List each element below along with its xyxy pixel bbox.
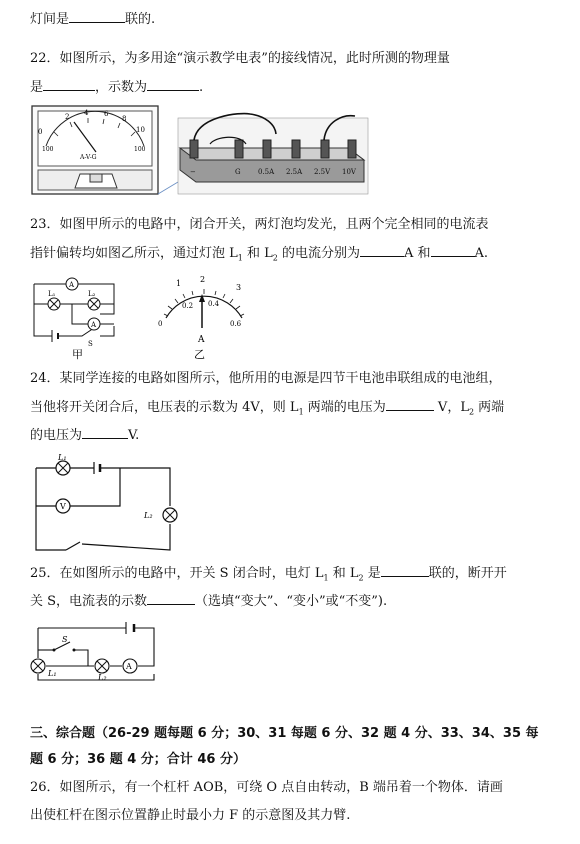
answer-blank[interactable] [360,243,404,257]
q22-line-1: 22．如图所示，为多用途“演示教学电表”的接线情况，此时所测的物理量 [30,51,450,66]
q25-line-2: 关 S，电流表的示数 （选填“变大”、“变小”或“不变”). [30,591,387,612]
q24-line-3: 的电压为 V. [30,425,139,446]
scale-label-4: 4 [84,109,89,117]
figure-22-multimeter [30,104,370,196]
answer-blank[interactable] [431,243,475,257]
scale-label-0: 0 [38,128,43,136]
figure-label-yi: 乙 [194,348,205,361]
ammeter-a1-label: A [69,281,75,289]
section-3-heading-1: 三、综合题（26-29 题每题 6 分；30、31 每题 6 分、32 题 4 分、33、34、35 每 [30,726,539,741]
scale-label-10: 10 [136,126,145,134]
label-s: S [88,340,93,348]
label-l1: L₁ [48,290,56,298]
dial-unit: A [198,335,205,345]
scale-label-low: 100 [42,146,54,153]
terminal-label-05a: 0.5A [258,168,275,176]
label-l2: L₂ [88,290,96,298]
ammeter-label: A [126,662,132,671]
answer-blank[interactable] [386,397,434,411]
label-l1: L₁ [48,669,57,678]
label-l2: L₂ [144,511,153,520]
q21-tail-line: 灯间是 联的. [30,9,155,30]
answer-blank[interactable] [43,77,95,91]
q21-tail-text: 灯间是 [30,12,70,27]
terminal-label-25a: 2.5A [286,168,303,176]
dial-top-1: 1 [176,279,182,288]
terminal-label-g: G [235,168,241,176]
q26-line-1: 26．如图所示，有一个杠杆 AOB，可绕 O 点自由转动，B 端吊着一个物体．请画 [30,780,503,795]
scale-label-2: 2 [65,113,70,121]
dial-bottom-0: 0 [158,320,163,328]
q26-line-2: 出使杠杆在图示位置静止时最小力 F 的示意图及其力臂. [30,808,351,823]
scale-label-high: 100 [134,146,146,153]
figure-23-circuit-and-ammeter [30,270,260,362]
figure-24-circuit [30,454,190,554]
answer-blank[interactable] [147,77,199,91]
meter-mode-label: A-V-G [80,154,97,161]
dial-bottom-02: 0.2 [182,302,194,310]
ammeter-a2-label: A [91,321,97,329]
figure-25-circuit [30,618,160,684]
label-l1: L₁ [58,454,67,462]
answer-blank[interactable] [82,425,128,439]
label-s: S [62,635,68,644]
dial-top-3: 3 [236,283,242,292]
dial-top-2: 2 [200,275,206,284]
answer-blank[interactable] [69,9,125,23]
q22-line-2: 是 ，示数为 . [30,77,203,98]
answer-blank[interactable] [147,591,195,605]
dial-bottom-04: 0.4 [208,300,220,308]
terminal-label-25v: 2.5V [314,168,331,176]
label-l2: L₂ [98,673,107,682]
scale-label-8: 8 [122,115,127,123]
q25-line-1: 25．在如图所示的电路中，开关 S 闭合时，电灯 $L_1$ 和 $L_2$ 是 联的，断开开 [30,563,507,589]
q24-line-2: 当他将开关闭合后，电压表的示数为 4V，则 $L_1$ 两端的电压为 V，$L_2$ 两端 [30,397,504,423]
terminal-label-10v: 10V [342,168,356,176]
q23-line-1: 23．如图甲所示的电路中，闭合开关，两灯泡均发光，且两个完全相同的电流表 [30,217,489,232]
voltmeter-label: V [60,502,66,511]
dial-bottom-06: 0.6 [230,320,242,328]
answer-blank[interactable] [381,563,429,577]
scale-label-6: 6 [104,110,109,118]
q23-line-2: 指针偏转均如图乙所示，通过灯泡 $L_1$ 和 $L_2$ 的电流分别为 A 和 A. [30,243,488,269]
figure-label-jia: 甲 [72,348,83,361]
q24-line-1: 24．某同学连接的电路如图所示，他所用的电源是四节干电池串联组成的电池组， [30,371,502,386]
section-3-heading-2: 题 6 分；36 题 4 分；合计 46 分） [30,752,246,767]
terminal-label-neg: − [190,168,196,176]
